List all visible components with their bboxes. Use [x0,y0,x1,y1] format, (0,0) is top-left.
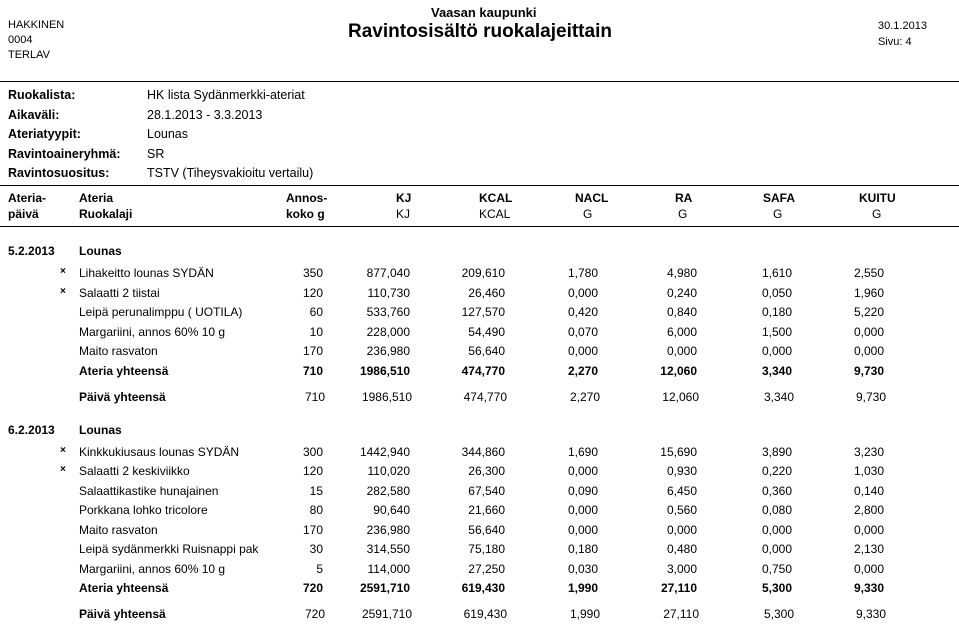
nutrient-value: 1,960 [853,285,884,300]
meta-label: Ateriatyypit: [8,127,81,141]
day-total-portion: 710 [304,389,325,404]
day-total-value: 2591,710 [361,607,412,621]
nutrient-value: 67,540 [468,483,505,498]
dish-name: Porkkana lohko tricolore [79,503,208,517]
nutrient-value: 110,730 [367,285,410,300]
nutrient-value: 0,000 [853,561,884,576]
meal-total-value: 12,060 [660,363,697,378]
day-total-label: Päivä yhteensä [79,607,166,621]
nutrient-value: 0,930 [666,464,697,478]
portion-size: 60 [309,305,323,319]
dish-name: Salaatti 2 tiistai [79,285,160,300]
meal-total-row [0,364,959,382]
portion-size: 15 [309,483,323,498]
col-kcal-unit: KCAL [479,207,511,221]
nutrient-value: 26,460 [468,285,505,300]
nutrient-value: 0,000 [567,503,598,517]
nutrient-value: 2,130 [853,542,884,556]
dish-name: Lihakeitto lounas SYDÄN [79,266,214,280]
portion-size: 170 [302,522,323,537]
day-total-portion: 720 [304,607,325,621]
nutrient-value: 0,560 [666,503,697,517]
header-divider [0,81,959,82]
table-row [0,286,959,304]
nutrient-value: 0,000 [853,522,884,537]
day-heading [0,244,959,262]
day-total-label: Päivä yhteensä [79,389,166,404]
heart-mark-icon: × [60,444,66,456]
nutrient-value: 0,360 [761,483,792,498]
report-date: 30.1.2013 [878,20,927,32]
nutrient-value: 0,180 [761,305,792,319]
meal-total-portion: 710 [302,363,323,378]
meal-total-value: 9,730 [853,363,884,378]
nutrient-value: 0,030 [567,561,598,576]
nutrient-value: 0,750 [761,561,792,576]
nutrient-value: 0,000 [567,344,598,358]
nutrient-value: 0,070 [567,324,598,339]
nutrient-value: 0,000 [567,285,598,300]
col-ra-header: RA [675,191,693,205]
day-total-value: 27,110 [663,607,699,621]
meta-value: TSTV (Tiheysvakioitu vertailu) [147,166,314,180]
col-meal-header: Ateria [79,191,114,205]
dish-name: Maito rasvaton [79,522,158,537]
report-title: Ravintosisältö ruokalajeittain [348,21,612,42]
day-total-row [0,607,959,625]
portion-size: 80 [309,503,323,517]
nutrient-value: 75,180 [468,542,505,556]
nutrient-value: 90,640 [373,503,410,517]
nutrient-value: 0,000 [666,522,697,537]
parameters-divider [0,185,959,186]
nutrient-value: 533,760 [366,305,410,319]
nutrient-value: 0,050 [761,285,792,300]
nutrient-value: 0,140 [853,483,884,498]
meal-type: Lounas [79,422,122,437]
nutrient-value: 0,000 [567,522,598,537]
meal-total-label: Ateria yhteensä [79,363,169,378]
col-dish-header: Ruokalaji [79,207,133,221]
table-row [0,266,959,284]
nutrient-value: 3,890 [761,444,792,459]
dish-name: Maito rasvaton [79,344,158,358]
nutrient-value: 0,480 [666,542,697,556]
org-number: 0004 [8,34,33,46]
nutrient-value: 0,000 [567,464,598,478]
col-portion-header: Annos- [286,191,328,205]
meal-total-portion: 720 [302,581,323,595]
dish-name: Salaatti 2 keskiviikko [79,464,190,478]
heart-mark-icon: × [60,464,66,475]
portion-size: 10 [309,324,323,339]
nutrient-value: 56,640 [468,522,505,537]
nutrient-value: 127,570 [461,305,505,319]
nutrient-value: 54,490 [468,324,505,339]
day-heading [0,423,959,441]
nutrient-value: 0,000 [761,542,792,556]
portion-size: 30 [309,542,323,556]
nutrient-value: 1,690 [567,444,598,459]
meta-value: Lounas [147,127,189,141]
table-row [0,523,959,541]
nutrient-value: 0,000 [761,344,792,358]
col-safa-unit: G [773,207,783,221]
nutrient-value: 1,780 [567,266,598,280]
col-kuitu-header: KUITU [859,191,896,205]
day-total-value: 12,060 [662,389,699,404]
nutrient-value: 0,180 [567,542,598,556]
nutrient-value: 1,500 [761,324,792,339]
portion-size: 300 [302,444,323,459]
meal-total-value: 2,270 [567,363,598,378]
nutrient-value: 282,580 [366,483,410,498]
dish-name: Kinkkukiusaus lounas SYDÄN [79,444,240,459]
nutrient-value: 0,000 [761,522,792,537]
meal-total-value: 2591,710 [359,581,410,595]
nutrient-value: 1,610 [761,266,792,280]
nutrient-value: 6,450 [666,483,697,498]
table-row [0,445,959,463]
meal-total-value: 474,770 [461,363,505,378]
nutrient-value: 2,800 [853,503,884,517]
col-day-header-2: päivä [8,207,39,221]
table-row [0,464,959,482]
dish-name: Leipä sydänmerkki Ruisnappi pak [79,542,259,556]
heart-mark-icon: × [60,285,66,297]
day-total-value: 5,300 [763,607,794,621]
nutrient-value: 1442,940 [359,444,410,459]
nutrient-value: 4,980 [666,266,697,280]
nutrient-value: 27,250 [468,561,505,576]
col-day-header: Ateria- [8,191,47,205]
day-total-value: 474,770 [463,389,507,404]
nutrient-value: 0,090 [567,483,598,498]
nutrient-value: 26,300 [468,464,505,478]
nutrient-value: 6,000 [666,324,697,339]
dish-name: Leipä perunalimppu ( UOTILA) [79,305,243,319]
meal-total-value: 27,110 [660,581,697,595]
col-nacl-header: NACL [575,191,609,205]
nutrient-value: 3,230 [853,444,884,459]
nutrient-value: 0,000 [666,344,697,358]
user-name: TERLAV [8,49,50,61]
meta-label: Aikaväli: [8,108,60,122]
meal-total-value: 1986,510 [359,363,410,378]
meta-label: Ravintoaineryhmä: [8,147,121,161]
meal-total-label: Ateria yhteensä [79,581,169,595]
nutrient-value: 0,080 [761,503,792,517]
table-row [0,325,959,343]
nutrient-value: 15,690 [660,444,697,459]
day-total-row [0,390,959,408]
table-row [0,344,959,362]
nutrient-value: 5,220 [853,305,884,319]
nutrient-value: 877,040 [366,266,410,280]
col-kj-header: KJ [396,191,412,205]
nutrient-value: 0,220 [761,464,792,478]
portion-size: 120 [302,464,323,478]
nutrient-value: 3,000 [666,561,697,576]
nutrient-value: 21,660 [468,503,505,517]
table-row [0,484,959,502]
dish-name: Margariini, annos 60% 10 g [79,561,226,576]
meta-value: SR [147,147,165,161]
table-row [0,562,959,580]
columns-divider [0,226,959,227]
portion-size: 120 [302,285,323,300]
day-total-value: 3,340 [763,389,794,404]
col-portion-header-2: koko g [286,207,325,221]
col-ra-unit: G [678,207,688,221]
portion-size: 350 [302,266,323,280]
page-number: Sivu: 4 [878,36,912,48]
meal-total-value: 9,330 [853,581,884,595]
meal-total-value: 3,340 [761,363,792,378]
day-total-value: 9,730 [855,389,886,404]
col-kuitu-unit: G [872,207,882,221]
nutrient-value: 314,550 [366,542,410,556]
meal-total-value: 5,300 [761,581,792,595]
dish-name: Salaattikastike hunajainen [79,483,219,498]
nutrient-value: 236,980 [366,344,410,358]
nutrient-value: 209,610 [461,266,505,280]
table-row [0,542,959,560]
nutrient-value: 110,020 [367,464,410,478]
table-row [0,305,959,323]
nutrient-value: 344,860 [461,444,505,459]
meal-total-value: 619,430 [461,581,505,595]
city-name: Vaasan kaupunki [431,5,537,20]
nutrient-value: 56,640 [468,344,505,358]
nutrient-value: 2,550 [853,266,884,280]
col-nacl-unit: G [583,207,593,221]
day-total-value: 1,990 [569,607,600,621]
day-total-value: 619,430 [463,607,507,621]
portion-size: 170 [302,344,323,358]
meal-total-row [0,581,959,599]
meta-value: HK lista Sydänmerkki-ateriat [147,88,305,102]
meta-label: Ravintosuositus: [8,166,110,180]
meta-label: Ruokalista: [8,88,76,102]
day-date: 5.2.2013 [8,244,55,258]
meta-value: 28.1.2013 - 3.3.2013 [147,108,263,122]
portion-size: 5 [316,561,323,576]
nutrient-value: 114,000 [367,561,410,576]
col-safa-header: SAFA [763,191,796,205]
nutrient-value: 228,000 [366,324,410,339]
nutrient-value: 236,980 [366,522,410,537]
nutrient-value: 1,030 [853,464,884,478]
day-total-value: 9,330 [855,607,886,621]
day-total-value: 1986,510 [361,389,412,404]
nutrient-value: 0,420 [567,305,598,319]
table-row [0,503,959,521]
nutrient-value: 0,840 [666,305,697,319]
day-total-value: 2,270 [569,389,600,404]
col-kj-unit: KJ [396,207,411,221]
org-code: HAKKINEN [8,19,65,31]
heart-mark-icon: × [60,266,66,277]
meal-type: Lounas [79,244,122,258]
meal-total-value: 1,990 [567,581,598,595]
col-kcal-header: KCAL [479,191,513,205]
day-date: 6.2.2013 [8,422,55,437]
dish-name: Margariini, annos 60% 10 g [79,324,226,339]
nutrient-value: 0,240 [666,285,697,300]
nutrient-value: 0,000 [853,324,884,339]
nutrient-value: 0,000 [853,344,884,358]
